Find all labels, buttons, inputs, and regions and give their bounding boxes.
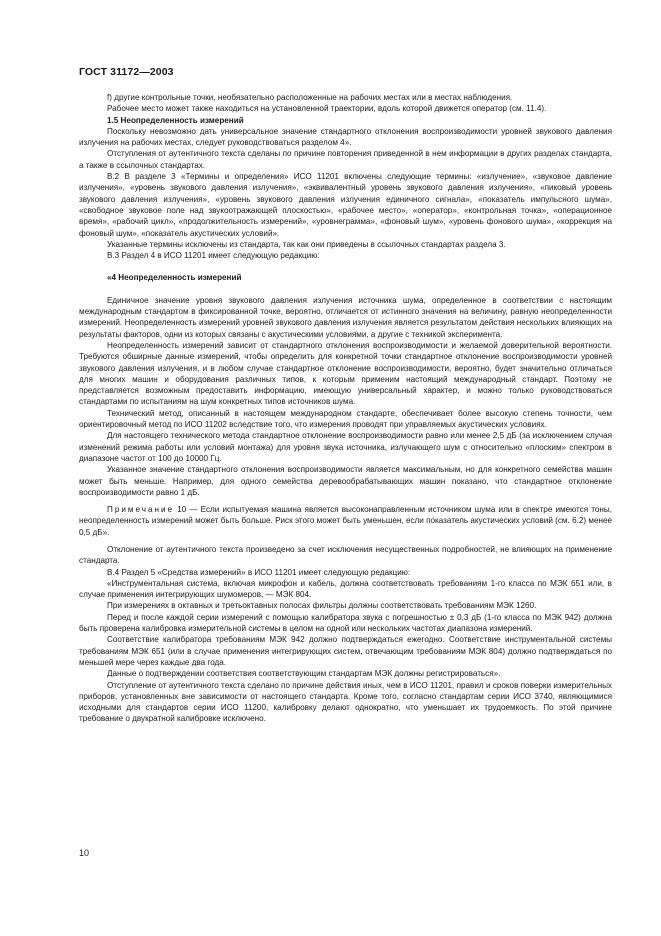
paragraph: Технический метод, описанный в настоящем международном стандарте, обеспечивает более высокую степень точности, чем ориентировочный метод по ИСО 11202 вследствие того, что измерения проводят при управляемых акустических условиях. bbox=[79, 408, 612, 430]
paragraph: Для настоящего технического метода стандартное отклонение воспроизводимости равно или менее 2,5 дБ (за исключением случая изменений режима работы или условий монтажа) для уровня звука источника, излучающего шум с относительно «плоским» спектром в диапазоне частот от 100 до 10000 Гц. bbox=[79, 431, 612, 463]
paragraph: При измерениях в октавных и третьоктавных полосах фильтры должны соответствовать требованиям МЭК 1260. bbox=[107, 601, 537, 611]
paragraph: Соответствие калибратора требованиям МЭК 942 должно подтверждаться ежегодно. Соответствие инструментальной системы требованиям МЭК 651 (или в случае применения интегрирующих систем, отвечающим требованиям МЭК 804) должно подтверждаться по меньшей мере через каждые два года. bbox=[79, 635, 612, 667]
paragraph: Неопределенность измерений зависит от стандартного отклонения воспроизводимости и желаемой доверительной вероятности. Требуются обширные данные измерений, чтобы определить для конкретной точки стандартное отклонение воспроизводимости уровней звукового давления излучения, и в любом случае стандартное отклонение воспроизводимости, вероятно, будет значительно отличаться для многих машин и оборудования различных типов, к которым применим настоящий международный стандарт. Поэтому не представляется возможным предоставить информацию, имеющую универсальный характер, и можно только руководствоваться стандартами по испытаниям на шум конкретных типов источников шума. bbox=[79, 340, 612, 407]
paragraph: Перед и после каждой серии измерений с помощью калибратора звука с погрешностью ± 0,3 дБ (1-го класса по МЭК 942) должна быть проверена калибровка измерительной системы в целом на одной или нескольких частотах диапазона измерений. bbox=[79, 612, 612, 634]
paragraph: Отступления от аутентичного текста сделаны по причине повторения приведенной в нем информации в других разделах стандарта, а также в ссылочных стандартах. bbox=[79, 149, 612, 170]
document-body bbox=[79, 92, 612, 725]
paragraph: Поскольку невозможно дать универсальное значение стандартного отклонения воспроизводимости уровней звукового давления излучения на рабочих местах, следует руководствоваться разделом 4». bbox=[79, 126, 612, 148]
note-label: Примечание bbox=[107, 505, 175, 515]
paragraph: Указанное значение стандартного отклонения воспроизводимости является максимальным, но для конкретного семейства машин может быть меньше. Например, для одного семейства деревообрабатывающих машин показано, что стандартное отклонение воспроизводимости равно 1 дБ. bbox=[79, 465, 612, 497]
paragraph: В.3 Раздел 4 в ИСО 11201 имеет следующую редакцию: bbox=[107, 251, 320, 261]
page-number: 10 bbox=[79, 848, 90, 858]
section-heading: 1.5 Неопределенность измерений bbox=[107, 115, 244, 125]
paragraph: Отклонение от аутентичного текста произведено за счет исключения несущественных подробностей, не влияющих на применение стандарта. bbox=[79, 544, 612, 566]
document-header: ГОСТ 31172—2003 bbox=[79, 66, 174, 78]
paragraph: Указанные термины исключены из стандарта, так как они приведены в ссылочных стандартах раздела 3. bbox=[107, 239, 506, 249]
section-heading: «4 Неопределенность измерений bbox=[107, 273, 242, 283]
paragraph: f) другие контрольные точки, необязательно расположенные на рабочих местах или в местах наблюдения. bbox=[107, 93, 513, 102]
paragraph: В.4 Раздел 5 «Средства измерений» в ИСО 11201 имеет следующую редакцию: bbox=[107, 567, 411, 577]
note-paragraph bbox=[79, 504, 612, 538]
paragraph: Единичное значение уровня звукового давления излучения источника шума, определенное в соответствии с настоящим международным стандартом в фиксированной точке, вероятно, отличается от истинного значения на величину, равную неопределенности измерений. Неопределенность измерений уровней звукового давления излучения является результатом действия нескольких влияющих на результаты факторов, одни из которых связаны с акустическими условиями, а другие с техникой эксперимента. bbox=[79, 295, 612, 339]
paragraph: Рабочее место может также находиться на установленной траектории, вдоль которой движется оператор (см. 11.4). bbox=[107, 104, 547, 114]
paragraph: Отступление от аутентичного текста сделано по причине действия иных, чем в ИСО 11201, правил и сроков поверки измерительных приборов, установленных вне зависимости от настоящего стандарта. Кроме того, согласно стандартам серии ИСО 3740, являющимися исходными для стандартов серии ИСО 11200, калибровку делают однократно, что уменьшает их трудоемкость. По этой причине требование о двукратной калибровке исключено. bbox=[79, 680, 612, 724]
paragraph: Данные о подтверждении соответствия соответствующим стандартам МЭК должны регистрироваться». bbox=[107, 669, 501, 679]
note-text: 10 — Если испытуемая машина является высоконаправленным источником шума или в спектре имеются тоны, неопределенность измерений может быть больше. Риск этого может быть уменьшен, если показатель акустических условий (см. 6.2) менее 0,5 дБ». bbox=[79, 505, 613, 537]
paragraph: В.2 В разделе 3 «Термины и определения» ИСО 11201 включены следующие термины: «излучение», «звуковое давление излучения», «уровень звукового давления излучения», «эквивалентный уровень звукового давления излучения», «пиковый уровень звукового давления излучения», «уровень звукового давления излучения единичного сигнала», «показатель импульсного шума», «свободное звуковое поле над звукоотражающей плоскостью», «рабочее место», «оператор», «контрольная точка», «операционное время», «рабочий цикл», «продолжительность измерений», «уровнеграмма», «фоновый шум», «уровень фонового шума», «коррекция на фоновый шум», «показатель акустических условий». bbox=[79, 172, 612, 238]
paragraph: «Инструментальная система, включая микрофон и кабель, должна соответствовать требованиям 1-го класса по МЭК 651 или, в случае применения интегрирующих шумомеров, — МЭК 804. bbox=[79, 578, 612, 600]
